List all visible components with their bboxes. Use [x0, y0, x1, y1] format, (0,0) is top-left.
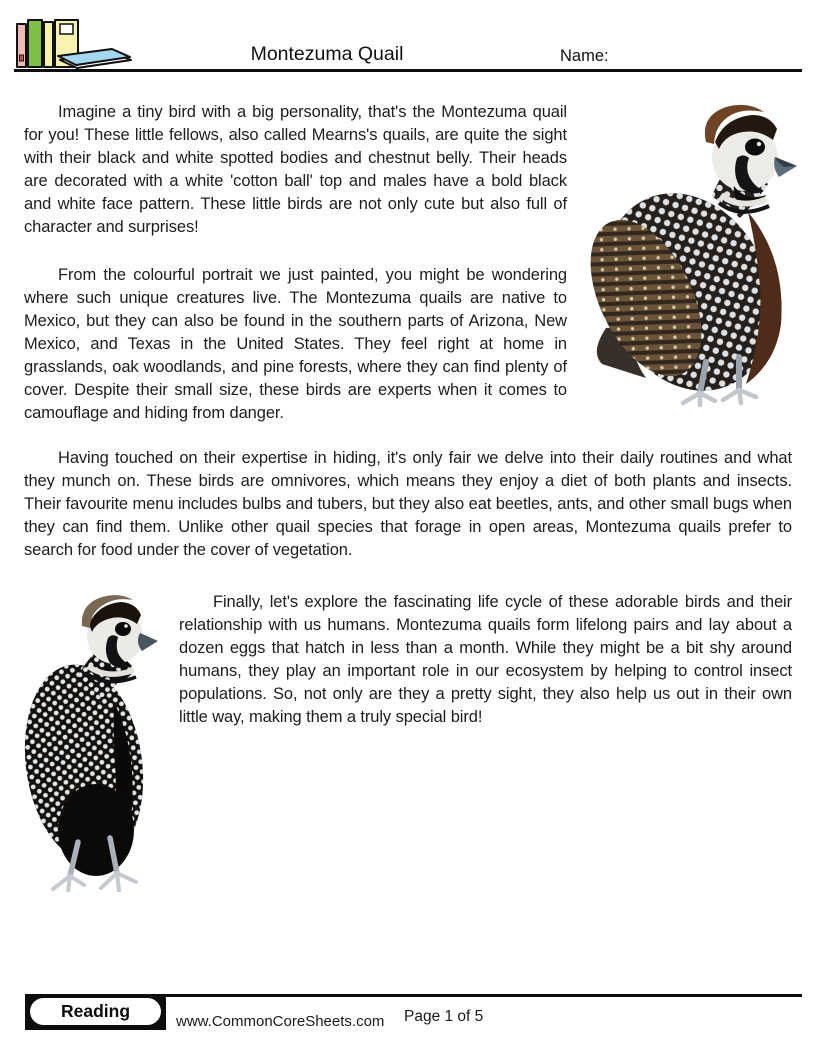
- category-badge-label: Reading: [60, 1001, 131, 1021]
- category-badge: [25, 994, 166, 1030]
- paragraph-1: Imagine a tiny bird with a big personality, that's the Montezuma quail for you! These little fellows, also called Mearns's quails, are quite the sight with their black and white spotted bodies and chestnut belly. Their heads are decorated with a white 'cotton ball' top and males have a bold black and white face pattern. These little birds are not only cute but also full of character and surprises!: [24, 103, 567, 236]
- header-rule: [14, 69, 802, 72]
- page-number: Page 1 of 5: [404, 1008, 484, 1025]
- books-logo-svg: [14, 11, 134, 71]
- page-title: Montezuma Quail: [250, 43, 404, 65]
- books-logo-icon: [14, 11, 134, 71]
- website-url: www.CommonCoreSheets.com: [176, 1013, 385, 1030]
- name-label: Name:: [560, 47, 609, 65]
- paragraph-3: Having touched on their expertise in hiding, it's only fair we delve into their daily routines and what they munch on. These birds are omnivores, which means they enjoy a diet of both plants and insects. Their favourite menu includes bulbs and tubers, but they also eat beetles, ants, and other small bugs when they can find them. Unlike other quail species that forage in open areas, Montezuma quails prefer to search for food under the cover of vegetation.: [24, 449, 792, 559]
- paragraph-2: From the colourful portrait we just painted, you might be wondering where such unique creatures live. The Montezuma quails are native to Mexico, but they can also be found in the southern parts of Arizona, New Mexico, and Texas in the United States. They feel right at home in grasslands, oak woodlands, and pine forests, where they can find plenty of cover. Despite their small size, these birds are experts when it comes to camouflage and hiding from danger.: [24, 266, 567, 422]
- quail-photo-top-right: [588, 100, 806, 412]
- quail-photo-bottom-left: [22, 592, 170, 892]
- paragraph-4: Finally, let's explore the fascinating life cycle of these adorable birds and their relationship with us humans. Montezuma quails form lifelong pairs and lay about a dozen eggs that hatch in less than a month. While they might be a bit shy around humans, they play an important role in our ecosystem by helping to control insect populations. So, not only are they a pretty sight, they also help us out in their own little way, making them a truly special bird!: [179, 593, 792, 726]
- quail-bottom-svg: [22, 592, 170, 892]
- category-badge-pill: [30, 998, 161, 1025]
- quail-top-svg: [588, 100, 806, 412]
